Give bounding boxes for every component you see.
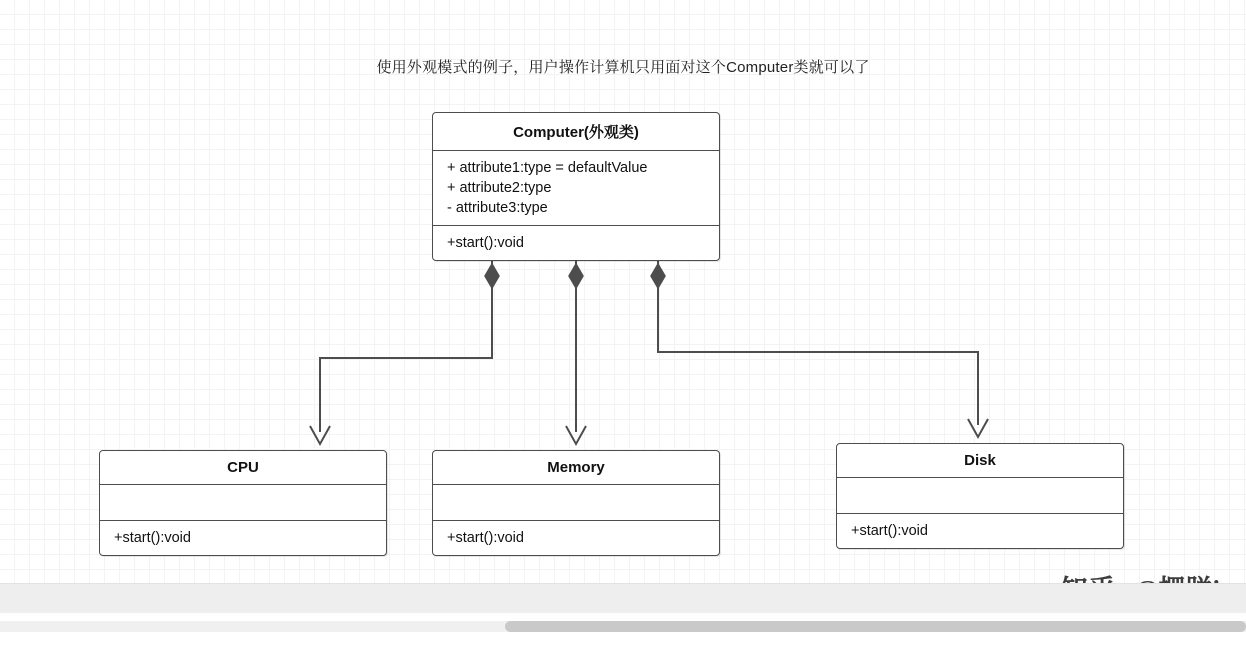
class-box-memory[interactable] xyxy=(432,450,720,556)
diagram-caption: 使用外观模式的例子，用户操作计算机只用面对这个Computer类就可以了 xyxy=(376,59,870,76)
class-attributes xyxy=(433,151,719,226)
class-title: Computer(外观类) xyxy=(433,113,719,151)
attribute-row: + attribute1:type = defaultValue xyxy=(447,160,648,176)
class-methods xyxy=(433,521,719,555)
attribute-row: + attribute2:type xyxy=(447,180,552,196)
attribute-row: - attribute3:type xyxy=(447,200,548,216)
class-attributes xyxy=(433,485,719,521)
class-attributes xyxy=(100,485,386,521)
class-title: Disk xyxy=(837,444,1123,478)
method-row: +start():void xyxy=(447,530,524,546)
class-title: Memory xyxy=(433,451,719,485)
method-row: +start():void xyxy=(851,523,928,539)
class-box-computer[interactable] xyxy=(432,112,720,261)
method-row: +start():void xyxy=(114,530,191,546)
class-methods xyxy=(837,514,1123,548)
class-methods xyxy=(433,226,719,260)
class-attributes xyxy=(837,478,1123,514)
method-row: +start():void xyxy=(447,235,524,251)
bottom-strip xyxy=(0,583,1246,614)
class-box-cpu[interactable] xyxy=(99,450,387,556)
class-title: CPU xyxy=(100,451,386,485)
class-methods xyxy=(100,521,386,555)
class-box-disk[interactable] xyxy=(836,443,1124,549)
horizontal-scrollbar-thumb[interactable] xyxy=(505,621,1246,632)
